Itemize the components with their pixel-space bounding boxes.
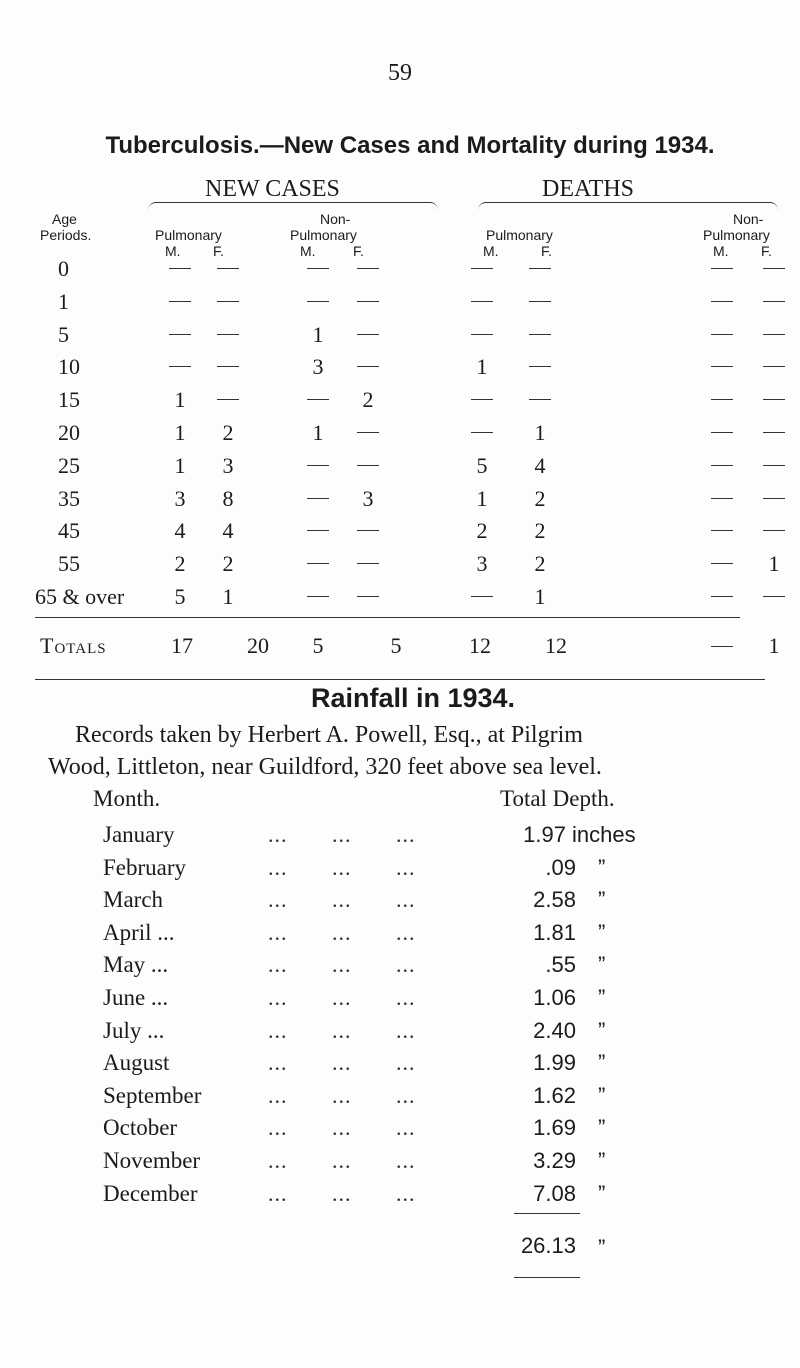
month-name: November <box>103 1148 201 1173</box>
age-period-label: 15 <box>58 387 80 413</box>
empty-cell-dash <box>307 563 329 564</box>
month-name: March <box>103 887 164 913</box>
total-depth-header: Total Depth. <box>500 786 615 811</box>
depth-unit: ” <box>598 985 606 1010</box>
rainfall-depth: 1.69 <box>533 1115 576 1141</box>
page-title: Tuberculosis.—New Cases and Mortality during 1934. <box>105 132 715 159</box>
depth-unit: ” <box>598 952 606 978</box>
d-pul-m-header: M. <box>483 243 499 259</box>
depth-unit: ” <box>598 919 606 945</box>
empty-cell-dash <box>763 498 785 499</box>
table-cell: 3 <box>362 485 374 511</box>
rainfall-depth: 1.06 <box>533 985 576 1010</box>
rainfall-row <box>0 1115 800 1151</box>
empty-cell-dash <box>307 498 329 499</box>
deaths-brace <box>478 202 778 211</box>
empty-cell-dash <box>357 563 379 564</box>
empty-cell-dash <box>763 432 785 433</box>
empty-cell-dash <box>217 366 239 367</box>
table-cell: 2 <box>222 551 234 577</box>
age-period-label: 20 <box>58 420 80 445</box>
depth-unit: ” <box>598 1148 606 1173</box>
empty-cell-dash <box>357 268 379 269</box>
d-pulmonary-header: Pulmonary <box>486 227 553 243</box>
empty-cell-dash <box>217 334 239 335</box>
empty-cell-dash <box>357 334 379 335</box>
age-period-label: 55 <box>58 551 80 577</box>
rainfall-depth: 2.58 <box>533 887 576 913</box>
empty-cell-dash <box>711 498 733 499</box>
empty-cell-dash <box>763 465 785 466</box>
leader-dots: ... ... ... <box>268 1148 416 1173</box>
empty-cell-dash <box>357 596 379 597</box>
table-cell: 3 <box>312 354 324 380</box>
empty-cell-dash <box>711 530 733 531</box>
empty-cell-dash <box>529 268 551 269</box>
empty-cell-dash <box>763 334 785 335</box>
table-cell: 2 <box>362 387 374 413</box>
empty-cell-dash <box>471 334 493 335</box>
depth-unit: inches <box>572 822 636 847</box>
table-cell: 8 <box>222 485 234 511</box>
empty-cell-dash <box>529 334 551 335</box>
new-cases-brace <box>148 202 438 211</box>
empty-cell-dash <box>307 268 329 269</box>
rainfall-intro-line-1: Records taken by Herbert A. Powell, Esq., at Pilgrim <box>75 722 583 748</box>
month-name: February <box>103 854 187 880</box>
table-cell: 3 <box>174 485 186 511</box>
leader-dots: ... ... ... <box>268 985 416 1010</box>
depth-unit: ” <box>598 887 606 913</box>
table-cell: 4 <box>222 518 234 544</box>
age-period-label: 25 <box>58 452 80 478</box>
empty-cell-dash <box>357 432 379 433</box>
table-cell: 1 <box>174 387 186 413</box>
empty-cell-dash <box>763 530 785 531</box>
empty-cell-dash <box>307 596 329 597</box>
month-name: June ... <box>103 985 169 1010</box>
table-cell: 2 <box>534 485 546 511</box>
empty-cell-dash <box>529 301 551 302</box>
empty-cell-dash <box>169 301 191 302</box>
leader-dots: ... ... ... <box>268 822 416 847</box>
depth-unit: ” <box>598 1017 606 1043</box>
empty-cell-dash <box>471 596 493 597</box>
rainfall-row <box>0 822 800 858</box>
table-cell: 2 <box>222 420 234 445</box>
total-cell: 12 <box>545 633 567 658</box>
rainfall-row <box>0 1050 800 1086</box>
table-cell: 1 <box>476 354 488 380</box>
empty-cell-dash <box>307 465 329 466</box>
empty-cell-dash <box>217 399 239 400</box>
d-non-header: Non- <box>733 211 764 227</box>
rainfall-depth: .55 <box>545 952 576 978</box>
table-rule-top <box>35 617 740 618</box>
table-cell: 3 <box>476 551 488 577</box>
rainfall-depth: .09 <box>545 854 576 880</box>
age-header: Age <box>52 211 77 227</box>
table-cell: 5 <box>174 584 186 609</box>
table-cell: 2 <box>534 551 546 577</box>
leader-dots: ... ... ... <box>268 952 416 978</box>
nc-non-m-header: M. <box>300 243 316 259</box>
empty-cell-dash <box>711 301 733 302</box>
empty-cell-dash <box>471 432 493 433</box>
leader-dots: ... ... ... <box>268 854 416 880</box>
age-period-label: 1 <box>58 288 69 314</box>
empty-cell-dash <box>711 334 733 335</box>
age-period-label: 45 <box>58 518 80 544</box>
table-cell: 2 <box>534 518 546 544</box>
empty-cell-dash <box>711 563 733 564</box>
empty-cell-dash <box>711 268 733 269</box>
empty-cell-dash <box>357 465 379 466</box>
rainfall-title: Rainfall in 1934. <box>310 683 516 713</box>
empty-cell-dash <box>763 268 785 269</box>
table-cell: 1 <box>534 584 546 609</box>
empty-cell-dash <box>529 399 551 400</box>
empty-cell-dash <box>711 399 733 400</box>
rainfall-intro-line-2: Wood, Littleton, near Guildford, 320 feet above sea level. <box>48 754 602 780</box>
rainfall-total-unit: ” <box>598 1235 606 1260</box>
empty-cell-dash <box>711 596 733 597</box>
rainfall-depth: 2.40 <box>533 1017 576 1043</box>
table-cell: 1 <box>222 584 234 609</box>
depth-unit: ” <box>598 854 606 880</box>
rainfall-row <box>0 1181 800 1217</box>
empty-cell-dash <box>711 366 733 367</box>
nc-non-pulmonary-header: Pulmonary <box>290 227 357 243</box>
totals-label: Totals <box>40 633 107 658</box>
table-cell: 2 <box>476 518 488 544</box>
rainfall-row <box>0 1148 800 1184</box>
table-cell: 4 <box>534 452 546 478</box>
table-rule-bottom <box>35 679 765 680</box>
total-cell: 1 <box>768 633 780 658</box>
total-rule-top <box>514 1213 580 1214</box>
empty-cell-dash <box>217 268 239 269</box>
d-non-f-header: F. <box>761 243 772 259</box>
rainfall-depth: 1.62 <box>533 1082 576 1108</box>
rainfall-row <box>0 952 800 988</box>
leader-dots: ... ... ... <box>268 1017 416 1043</box>
nc-non-header: Non- <box>320 211 351 227</box>
age-period-label: 35 <box>58 485 80 511</box>
empty-cell-dash <box>357 301 379 302</box>
rainfall-depth: 1.99 <box>533 1050 576 1076</box>
total-rule-bottom <box>514 1277 580 1278</box>
total-cell: 5 <box>312 633 324 658</box>
new-cases-heading: NEW CASES <box>205 176 340 202</box>
table-cell: 1 <box>312 420 324 445</box>
month-name: August <box>103 1050 170 1076</box>
month-name: December <box>103 1180 198 1206</box>
leader-dots: ... ... ... <box>268 1115 416 1141</box>
month-header: Month. <box>93 786 161 811</box>
rainfall-row <box>0 1083 800 1119</box>
empty-cell-dash <box>763 596 785 597</box>
rainfall-depth: 3.29 <box>533 1148 576 1173</box>
leader-dots: ... ... ... <box>268 919 416 945</box>
rainfall-row <box>0 985 800 1021</box>
empty-cell-dash <box>357 530 379 531</box>
leader-dots: ... ... ... <box>268 887 416 913</box>
rainfall-depth: 7.08 <box>533 1180 576 1206</box>
table-cell: 5 <box>476 452 488 478</box>
age-period-label: 0 <box>58 256 69 281</box>
empty-cell-dash <box>169 366 191 367</box>
table-cell: 1 <box>534 420 546 445</box>
empty-cell-dash <box>711 432 733 433</box>
leader-dots: ... ... ... <box>268 1180 416 1206</box>
empty-cell-dash <box>169 268 191 269</box>
table-cell: 2 <box>174 551 186 577</box>
age-period-label: 5 <box>58 321 69 347</box>
empty-cell-dash <box>471 268 493 269</box>
table-cell: 1 <box>174 452 186 478</box>
table-cell: 1 <box>768 551 780 577</box>
empty-cell-dash <box>471 399 493 400</box>
empty-cell-dash <box>217 301 239 302</box>
nc-pulmonary-header: Pulmonary <box>155 227 222 243</box>
rainfall-row <box>0 855 800 891</box>
nc-non-f-header: F. <box>353 243 364 259</box>
page-number: 59 <box>388 60 412 86</box>
total-cell: 5 <box>390 633 402 658</box>
table-cell: 3 <box>222 452 234 478</box>
empty-cell-dash <box>307 301 329 302</box>
month-name: April ... <box>103 919 175 945</box>
month-name: May ... <box>103 952 169 978</box>
month-name: July ... <box>103 1017 165 1043</box>
periods-header: Periods. <box>40 227 92 243</box>
rainfall-row <box>0 1018 800 1054</box>
table-cell: 1 <box>174 420 186 445</box>
nc-pul-f-header: F. <box>213 243 224 259</box>
month-name: January <box>103 822 175 847</box>
depth-unit: ” <box>598 1115 606 1141</box>
empty-cell-dash <box>471 301 493 302</box>
month-name: October <box>103 1115 178 1141</box>
leader-dots: ... ... ... <box>268 1050 416 1076</box>
month-name: September <box>103 1082 202 1108</box>
depth-unit: ” <box>598 1050 606 1076</box>
empty-cell-dash <box>357 366 379 367</box>
d-pul-f-header: F. <box>541 243 552 259</box>
total-cell: 12 <box>469 633 491 658</box>
rainfall-depth: 1.97 <box>523 822 566 847</box>
rainfall-depth: 1.81 <box>533 919 576 945</box>
d-non-pulmonary-header: Pulmonary <box>703 227 770 243</box>
total-cell: 17 <box>171 633 193 658</box>
empty-cell-dash <box>763 366 785 367</box>
rainfall-row <box>0 920 800 956</box>
empty-cell-dash <box>169 334 191 335</box>
total-cell-dash <box>711 646 733 647</box>
empty-cell-dash <box>307 399 329 400</box>
leader-dots: ... ... ... <box>268 1082 416 1108</box>
total-cell: 20 <box>247 633 269 658</box>
age-period-label: 65 & over <box>35 584 125 609</box>
empty-cell-dash <box>763 301 785 302</box>
table-cell: 1 <box>476 485 488 511</box>
rainfall-total: 26.13 <box>520 1233 576 1258</box>
table-cell: 1 <box>312 321 324 347</box>
table-cell: 4 <box>174 518 186 544</box>
empty-cell-dash <box>307 530 329 531</box>
deaths-heading: DEATHS <box>542 176 635 202</box>
empty-cell-dash <box>711 465 733 466</box>
empty-cell-dash <box>763 399 785 400</box>
nc-pul-m-header: M. <box>165 243 181 259</box>
d-non-m-header: M. <box>713 243 729 259</box>
rainfall-row <box>0 887 800 923</box>
depth-unit: ” <box>598 1180 606 1206</box>
empty-cell-dash <box>529 366 551 367</box>
age-period-label: 10 <box>58 354 80 380</box>
depth-unit: ” <box>598 1082 606 1108</box>
